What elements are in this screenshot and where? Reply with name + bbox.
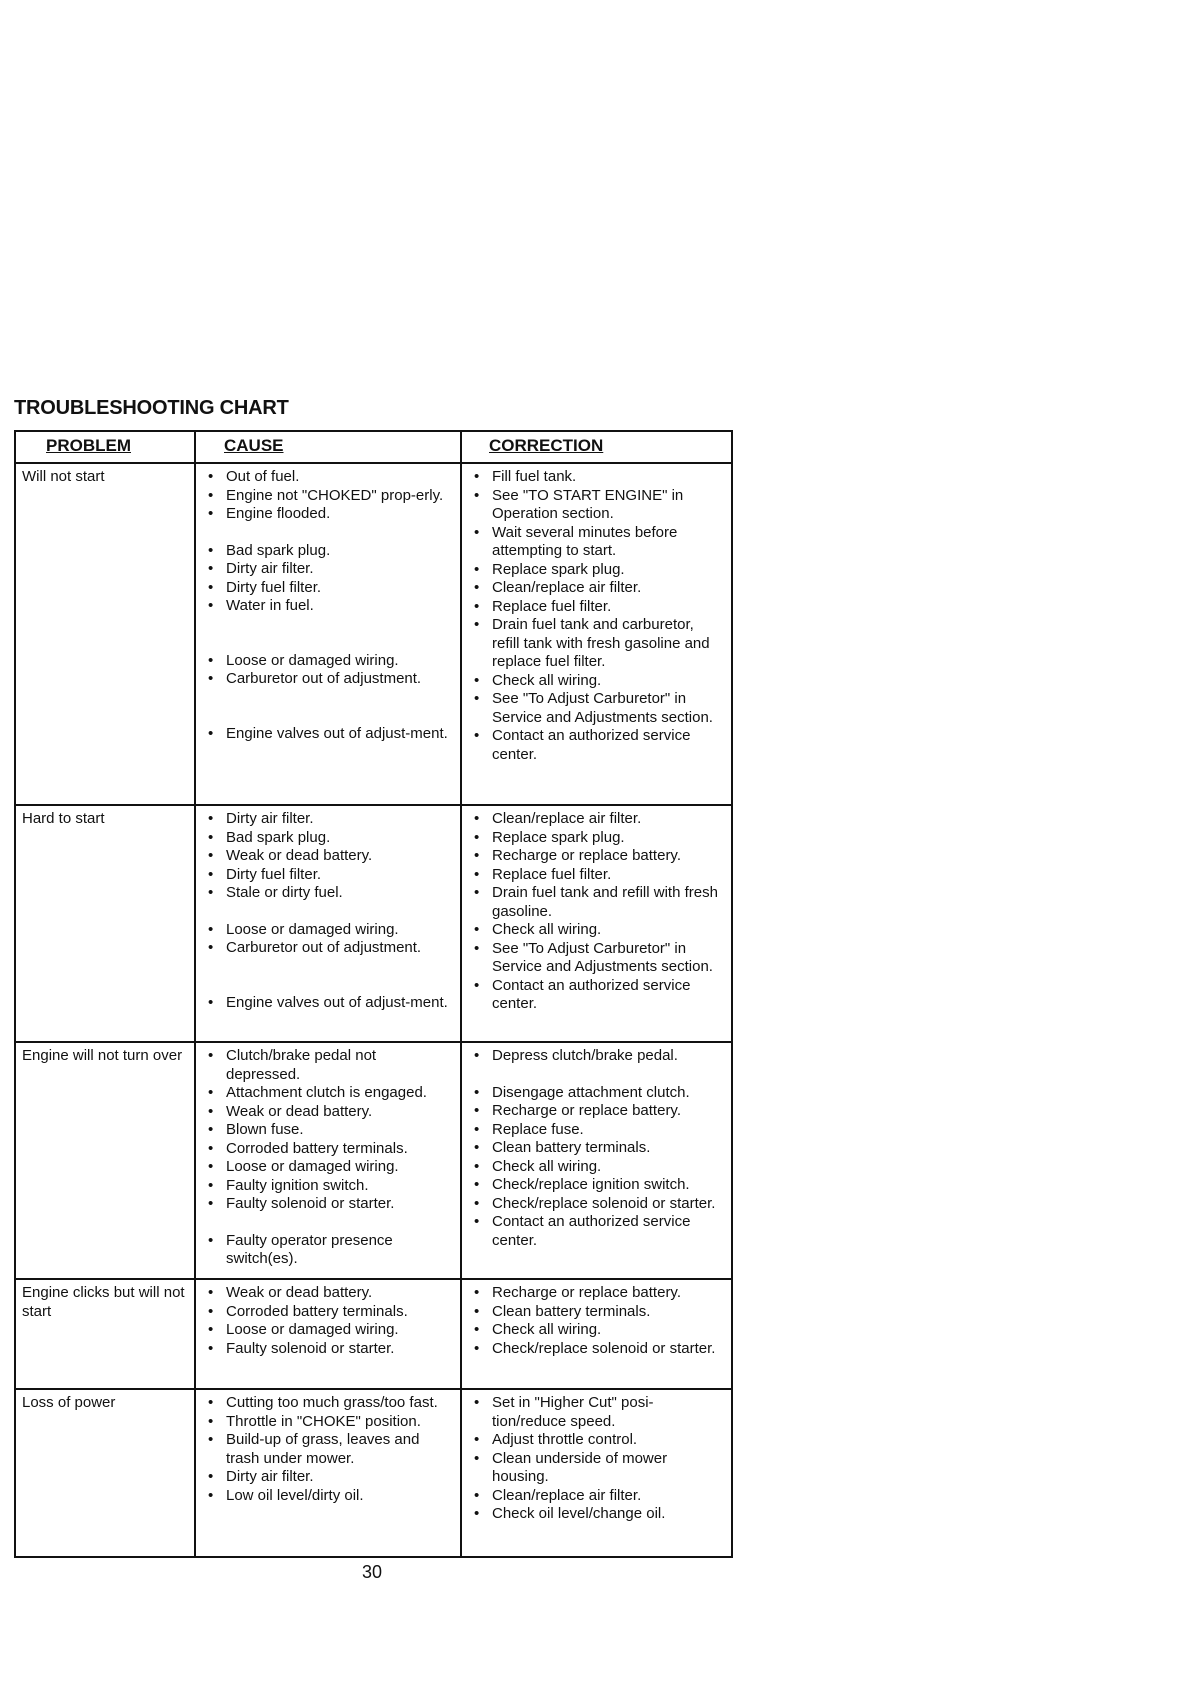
correction-cell bbox=[461, 1389, 732, 1557]
list-item: • Carburetor out of adjustment. bbox=[208, 670, 454, 689]
list-item: • Blown fuse. bbox=[208, 1121, 454, 1140]
list-item: • Replace fuel filter. bbox=[474, 598, 725, 617]
list-item: • Faulty solenoid or starter. bbox=[208, 1340, 454, 1359]
list-item: • Engine valves out of adjust-ment. bbox=[208, 994, 454, 1013]
list-item: • Corroded battery terminals. bbox=[208, 1140, 454, 1159]
list-item: • Engine flooded. bbox=[208, 505, 454, 524]
cause-cell bbox=[195, 1389, 461, 1557]
troubleshooting-table bbox=[14, 430, 733, 1558]
list-item: • Clean battery terminals. bbox=[474, 1303, 725, 1322]
correction-list bbox=[462, 1284, 731, 1358]
problem-header: PROBLEM bbox=[15, 431, 195, 463]
cause-header: CAUSE bbox=[195, 431, 461, 463]
list-item: • Loose or damaged wiring. bbox=[208, 921, 454, 940]
list-item: • Faulty ignition switch. bbox=[208, 1177, 454, 1196]
list-item: • Attachment clutch is engaged. bbox=[208, 1084, 454, 1103]
list-item: • Clean/replace air filter. bbox=[474, 579, 725, 598]
problem-cell bbox=[15, 805, 195, 1042]
list-item: • Contact an authorized service center. bbox=[474, 977, 725, 1014]
list-item: • Dirty air filter. bbox=[208, 560, 454, 579]
list-item: • Dirty fuel filter. bbox=[208, 579, 454, 598]
list-item: • Out of fuel. bbox=[208, 468, 454, 487]
list-item: • Weak or dead battery. bbox=[208, 1103, 454, 1122]
list-item: • Drain fuel tank and refill with fresh gasoline. bbox=[474, 884, 725, 921]
correction-cell bbox=[461, 463, 732, 805]
correction-header: CORRECTION bbox=[461, 431, 732, 463]
list-item: • Replace spark plug. bbox=[474, 829, 725, 848]
list-item: • Build-up of grass, leaves and trash under mower. bbox=[208, 1431, 454, 1468]
list-item: • Engine valves out of adjust-ment. bbox=[208, 725, 454, 744]
list-item: • Loose or damaged wiring. bbox=[208, 652, 454, 671]
table-row bbox=[15, 1389, 732, 1557]
list-item: • Throttle in "CHOKE" position. bbox=[208, 1413, 454, 1432]
list-item: • Engine not "CHOKED" prop-erly. bbox=[208, 487, 454, 506]
list-item: • Replace fuse. bbox=[474, 1121, 725, 1140]
list-item: • Replace fuel filter. bbox=[474, 866, 725, 885]
problem-text: Hard to start bbox=[22, 810, 105, 827]
list-item: • Stale or dirty fuel. bbox=[208, 884, 454, 903]
cause-cell bbox=[195, 1042, 461, 1279]
cause-list bbox=[196, 1047, 460, 1269]
list-item: • Set in "Higher Cut" posi-tion/reduce speed. bbox=[474, 1394, 725, 1431]
cause-list bbox=[196, 810, 460, 1012]
cause-cell bbox=[195, 805, 461, 1042]
correction-cell bbox=[461, 1042, 732, 1279]
list-item: • Carburetor out of adjustment. bbox=[208, 939, 454, 958]
list-item: • Check/replace solenoid or starter. bbox=[474, 1340, 725, 1359]
table-row bbox=[15, 805, 732, 1042]
table-row bbox=[15, 1279, 732, 1389]
list-item: • Check all wiring. bbox=[474, 672, 725, 691]
list-item: • Loose or damaged wiring. bbox=[208, 1321, 454, 1340]
problem-text: Engine clicks but will not start bbox=[22, 1284, 185, 1320]
list-item: • Clean underside of mower housing. bbox=[474, 1450, 725, 1487]
list-item: • Disengage attachment clutch. bbox=[474, 1084, 725, 1103]
problem-text: Will not start bbox=[22, 468, 105, 485]
list-item: • See "To Adjust Carburetor" in Service and Adjustments section. bbox=[474, 690, 725, 727]
list-item: • Dirty fuel filter. bbox=[208, 866, 454, 885]
list-item: • Check all wiring. bbox=[474, 1321, 725, 1340]
list-item: • Water in fuel. bbox=[208, 597, 454, 616]
list-item: • Weak or dead battery. bbox=[208, 1284, 454, 1303]
list-item: • Weak or dead battery. bbox=[208, 847, 454, 866]
table-row bbox=[15, 1042, 732, 1279]
correction-list bbox=[462, 1047, 731, 1250]
cause-list bbox=[196, 1394, 460, 1505]
correction-cell bbox=[461, 1279, 732, 1389]
table-row bbox=[15, 463, 732, 805]
page-title: TROUBLESHOOTING CHART bbox=[14, 397, 289, 419]
cause-cell bbox=[195, 1279, 461, 1389]
list-item: • Check all wiring. bbox=[474, 1158, 725, 1177]
cause-cell bbox=[195, 463, 461, 805]
list-item: • Bad spark plug. bbox=[208, 829, 454, 848]
list-item: • Clean/replace air filter. bbox=[474, 810, 725, 829]
list-item: • Check/replace solenoid or starter. bbox=[474, 1195, 725, 1214]
list-item: • Corroded battery terminals. bbox=[208, 1303, 454, 1322]
list-item: • Adjust throttle control. bbox=[474, 1431, 725, 1450]
list-item: • Recharge or replace battery. bbox=[474, 1102, 725, 1121]
cause-list bbox=[196, 468, 460, 743]
list-item: • Dirty air filter. bbox=[208, 810, 454, 829]
list-item: • Check/replace ignition switch. bbox=[474, 1176, 725, 1195]
header-row bbox=[15, 431, 732, 463]
list-item: • Recharge or replace battery. bbox=[474, 1284, 725, 1303]
problem-text: Loss of power bbox=[22, 1394, 116, 1411]
page-number: 30 bbox=[362, 1562, 383, 1582]
list-item: • Clutch/brake pedal not depressed. bbox=[208, 1047, 454, 1084]
correction-list bbox=[462, 468, 731, 764]
list-item: • Replace spark plug. bbox=[474, 561, 725, 580]
list-item: • Contact an authorized service center. bbox=[474, 1213, 725, 1250]
cause-list bbox=[196, 1284, 460, 1358]
correction-cell bbox=[461, 805, 732, 1042]
list-item: • Clean battery terminals. bbox=[474, 1139, 725, 1158]
correction-list bbox=[462, 1394, 731, 1524]
list-item: • Low oil level/dirty oil. bbox=[208, 1487, 454, 1506]
list-item: • Dirty air filter. bbox=[208, 1468, 454, 1487]
list-item: • Contact an authorized service center. bbox=[474, 727, 725, 764]
list-item: • Cutting too much grass/too fast. bbox=[208, 1394, 454, 1413]
list-item: • Drain fuel tank and carburetor, refill tank with fresh gasoline and replace fuel filter. bbox=[474, 616, 725, 672]
list-item: • See "TO START ENGINE" in Operation section. bbox=[474, 487, 725, 524]
list-item: • Bad spark plug. bbox=[208, 542, 454, 561]
problem-cell bbox=[15, 1042, 195, 1279]
problem-cell bbox=[15, 463, 195, 805]
problem-cell bbox=[15, 1279, 195, 1389]
list-item: • Fill fuel tank. bbox=[474, 468, 725, 487]
problem-cell bbox=[15, 1389, 195, 1557]
list-item: • Loose or damaged wiring. bbox=[208, 1158, 454, 1177]
list-item: • Depress clutch/brake pedal. bbox=[474, 1047, 725, 1066]
list-item: • Faulty operator presence switch(es). bbox=[208, 1232, 454, 1269]
list-item: • Check all wiring. bbox=[474, 921, 725, 940]
list-item: • Check oil level/change oil. bbox=[474, 1505, 725, 1524]
list-item: • Recharge or replace battery. bbox=[474, 847, 725, 866]
list-item: • See "To Adjust Carburetor" in Service and Adjustments section. bbox=[474, 940, 725, 977]
problem-text: Engine will not turn over bbox=[22, 1047, 183, 1064]
correction-list bbox=[462, 810, 731, 1014]
list-item: • Clean/replace air filter. bbox=[474, 1487, 725, 1506]
list-item: • Wait several minutes before attempting to start. bbox=[474, 524, 725, 561]
list-item: • Faulty solenoid or starter. bbox=[208, 1195, 454, 1214]
